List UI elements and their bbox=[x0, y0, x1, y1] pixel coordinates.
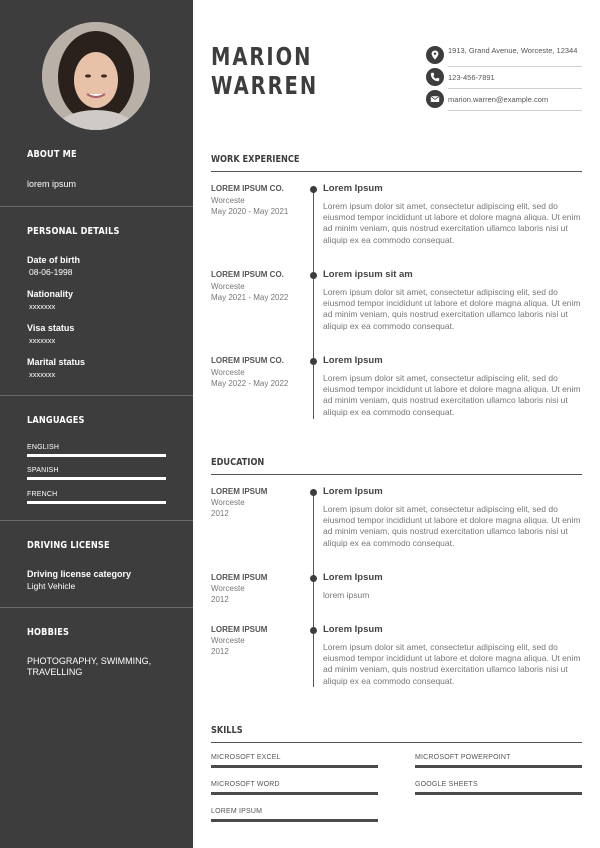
section-divider bbox=[211, 474, 582, 475]
work-title: Lorem Ipsum bbox=[323, 183, 383, 194]
language-label: FRENCH bbox=[27, 491, 58, 498]
sidebar-divider bbox=[0, 395, 193, 396]
dob-label: Date of birth bbox=[27, 255, 80, 265]
work-company: LOREM IPSUM CO. bbox=[211, 184, 284, 193]
skill-label: MICROSOFT WORD bbox=[211, 781, 280, 788]
nationality-value: xxxxxxx bbox=[29, 302, 56, 311]
education-location: Worceste bbox=[211, 498, 245, 507]
sidebar-divider bbox=[0, 607, 193, 608]
work-dates: May 2021 - May 2022 bbox=[211, 293, 289, 302]
language-label: ENGLISH bbox=[27, 444, 60, 451]
timeline-dot bbox=[310, 272, 317, 279]
education-title: Lorem Ipsum bbox=[323, 624, 383, 635]
section-divider bbox=[211, 171, 582, 172]
skill-level-bar bbox=[211, 765, 378, 768]
hobbies-text: PHOTOGRAPHY, SWIMMING, TRAVELLING bbox=[27, 656, 152, 677]
contact-address: 1913, Grand Avenue, Worceste, 12344 bbox=[448, 46, 578, 55]
sidebar-divider bbox=[0, 206, 193, 207]
education-location: Worceste bbox=[211, 584, 245, 593]
education-year: 2012 bbox=[211, 647, 229, 656]
marital-value: xxxxxxx bbox=[29, 370, 56, 379]
education-heading: EDUCATION bbox=[211, 457, 265, 468]
education-title: Lorem Ipsum bbox=[323, 572, 383, 583]
skill-label: MICROSOFT EXCEL bbox=[211, 754, 281, 761]
driving-license-label: Driving license category bbox=[27, 569, 132, 579]
education-year: 2012 bbox=[211, 595, 229, 604]
map-pin-icon bbox=[426, 46, 444, 64]
work-timeline bbox=[313, 186, 314, 419]
work-location: Worceste bbox=[211, 282, 245, 291]
marital-label: Marital status bbox=[27, 357, 86, 367]
timeline-dot bbox=[310, 627, 317, 634]
work-description: Lorem ipsum dolor sit amet, consectetur adipiscing elit, sed do eiusmod tempor incididunt ut labore et dolore magna aliqua. Ut enim ad minim veniam, quis nostrud exercitation ullamco laboris nisi ut aliquip ex ea commodo consequat. bbox=[323, 287, 581, 331]
skill-label: GOOGLE SHEETS bbox=[415, 781, 478, 788]
section-divider bbox=[211, 742, 582, 743]
skill-level-bar bbox=[211, 819, 378, 822]
driving-license-value: Light Vehicle bbox=[27, 581, 76, 591]
language-level-bar bbox=[27, 477, 166, 480]
education-description: Lorem ipsum dolor sit amet, consectetur adipiscing elit, sed do eiusmod tempor incididunt ut labore et dolore magna aliqua. Ut enim ad minim veniam, quis nostrud exercitation ullamco laboris nisi ut aliquip ex ea commodo consequat. bbox=[323, 504, 581, 548]
work-company: LOREM IPSUM CO. bbox=[211, 270, 284, 279]
phone-icon bbox=[426, 68, 444, 86]
work-experience-heading: WORK EXPERIENCE bbox=[211, 154, 300, 165]
timeline-dot bbox=[310, 575, 317, 582]
work-description: Lorem ipsum dolor sit amet, consectetur adipiscing elit, sed do eiusmod tempor incididunt ut labore et dolore magna aliqua. Ut enim ad minim veniam, quis nostrud exercitation ullamco laboris nisi ut aliquip ex ea commodo consequat. bbox=[323, 201, 581, 245]
about-text: lorem ipsum bbox=[27, 179, 77, 189]
education-title: Lorem Ipsum bbox=[323, 486, 383, 497]
education-year: 2012 bbox=[211, 509, 229, 518]
contact-divider bbox=[448, 88, 582, 89]
profile-photo bbox=[42, 22, 150, 130]
work-description: Lorem ipsum dolor sit amet, consectetur adipiscing elit, sed do eiusmod tempor incididunt ut labore et dolore magna aliqua. Ut enim ad minim veniam, quis nostrud exercitation ullamco laboris nisi ut aliquip ex ea commodo consequat. bbox=[323, 373, 581, 417]
about-heading: ABOUT ME bbox=[27, 149, 77, 160]
skill-level-bar bbox=[415, 765, 582, 768]
skill-level-bar bbox=[211, 792, 378, 795]
visa-label: Visa status bbox=[27, 323, 75, 333]
hobbies-heading: HOBBIES bbox=[27, 627, 70, 638]
contact-divider bbox=[448, 110, 582, 111]
education-school: LOREM IPSUM bbox=[211, 573, 268, 582]
language-level-bar bbox=[27, 454, 166, 457]
last-name: WARREN bbox=[211, 71, 319, 100]
work-title: Lorem ipsum sit am bbox=[323, 269, 413, 280]
education-timeline bbox=[313, 489, 314, 687]
language-level-bar bbox=[27, 501, 166, 504]
contact-phone: 123-456-7891 bbox=[448, 73, 495, 82]
work-location: Worceste bbox=[211, 368, 245, 377]
work-title: Lorem Ipsum bbox=[323, 355, 383, 366]
skills-heading: SKILLS bbox=[211, 725, 243, 736]
contact-email: marion.warren@example.com bbox=[448, 95, 549, 104]
timeline-dot bbox=[310, 489, 317, 496]
skill-label: MICROSOFT POWERPOINT bbox=[415, 754, 511, 761]
skill-label: LOREM IPSUM bbox=[211, 808, 263, 815]
education-location: Worceste bbox=[211, 636, 245, 645]
work-location: Worceste bbox=[211, 196, 245, 205]
envelope-icon bbox=[426, 90, 444, 108]
driving-license-heading: DRIVING LICENSE bbox=[27, 540, 110, 551]
work-dates: May 2020 - May 2021 bbox=[211, 207, 289, 216]
dob-value: 08-06-1998 bbox=[29, 267, 73, 277]
languages-heading: LANGUAGES bbox=[27, 415, 85, 426]
personal-details-heading: PERSONAL DETAILS bbox=[27, 226, 120, 237]
language-label: SPANISH bbox=[27, 467, 59, 474]
nationality-label: Nationality bbox=[27, 289, 74, 299]
work-company: LOREM IPSUM CO. bbox=[211, 356, 284, 365]
work-dates: May 2022 - May 2022 bbox=[211, 379, 289, 388]
sidebar bbox=[0, 0, 193, 848]
education-description: lorem ipsum bbox=[323, 590, 370, 600]
visa-value: xxxxxxx bbox=[29, 336, 56, 345]
sidebar-divider bbox=[0, 520, 193, 521]
contact-divider bbox=[448, 66, 582, 67]
skill-level-bar bbox=[415, 792, 582, 795]
first-name: MARION bbox=[211, 42, 313, 71]
timeline-dot bbox=[310, 358, 317, 365]
education-school: LOREM IPSUM bbox=[211, 625, 268, 634]
timeline-dot bbox=[310, 186, 317, 193]
education-school: LOREM IPSUM bbox=[211, 487, 268, 496]
education-description: Lorem ipsum dolor sit amet, consectetur adipiscing elit, sed do eiusmod tempor incididunt ut labore et dolore magna aliqua. Ut enim ad minim veniam, quis nostrud exercitation ullamco laboris nisi ut aliquip ex ea commodo consequat. bbox=[323, 642, 581, 686]
